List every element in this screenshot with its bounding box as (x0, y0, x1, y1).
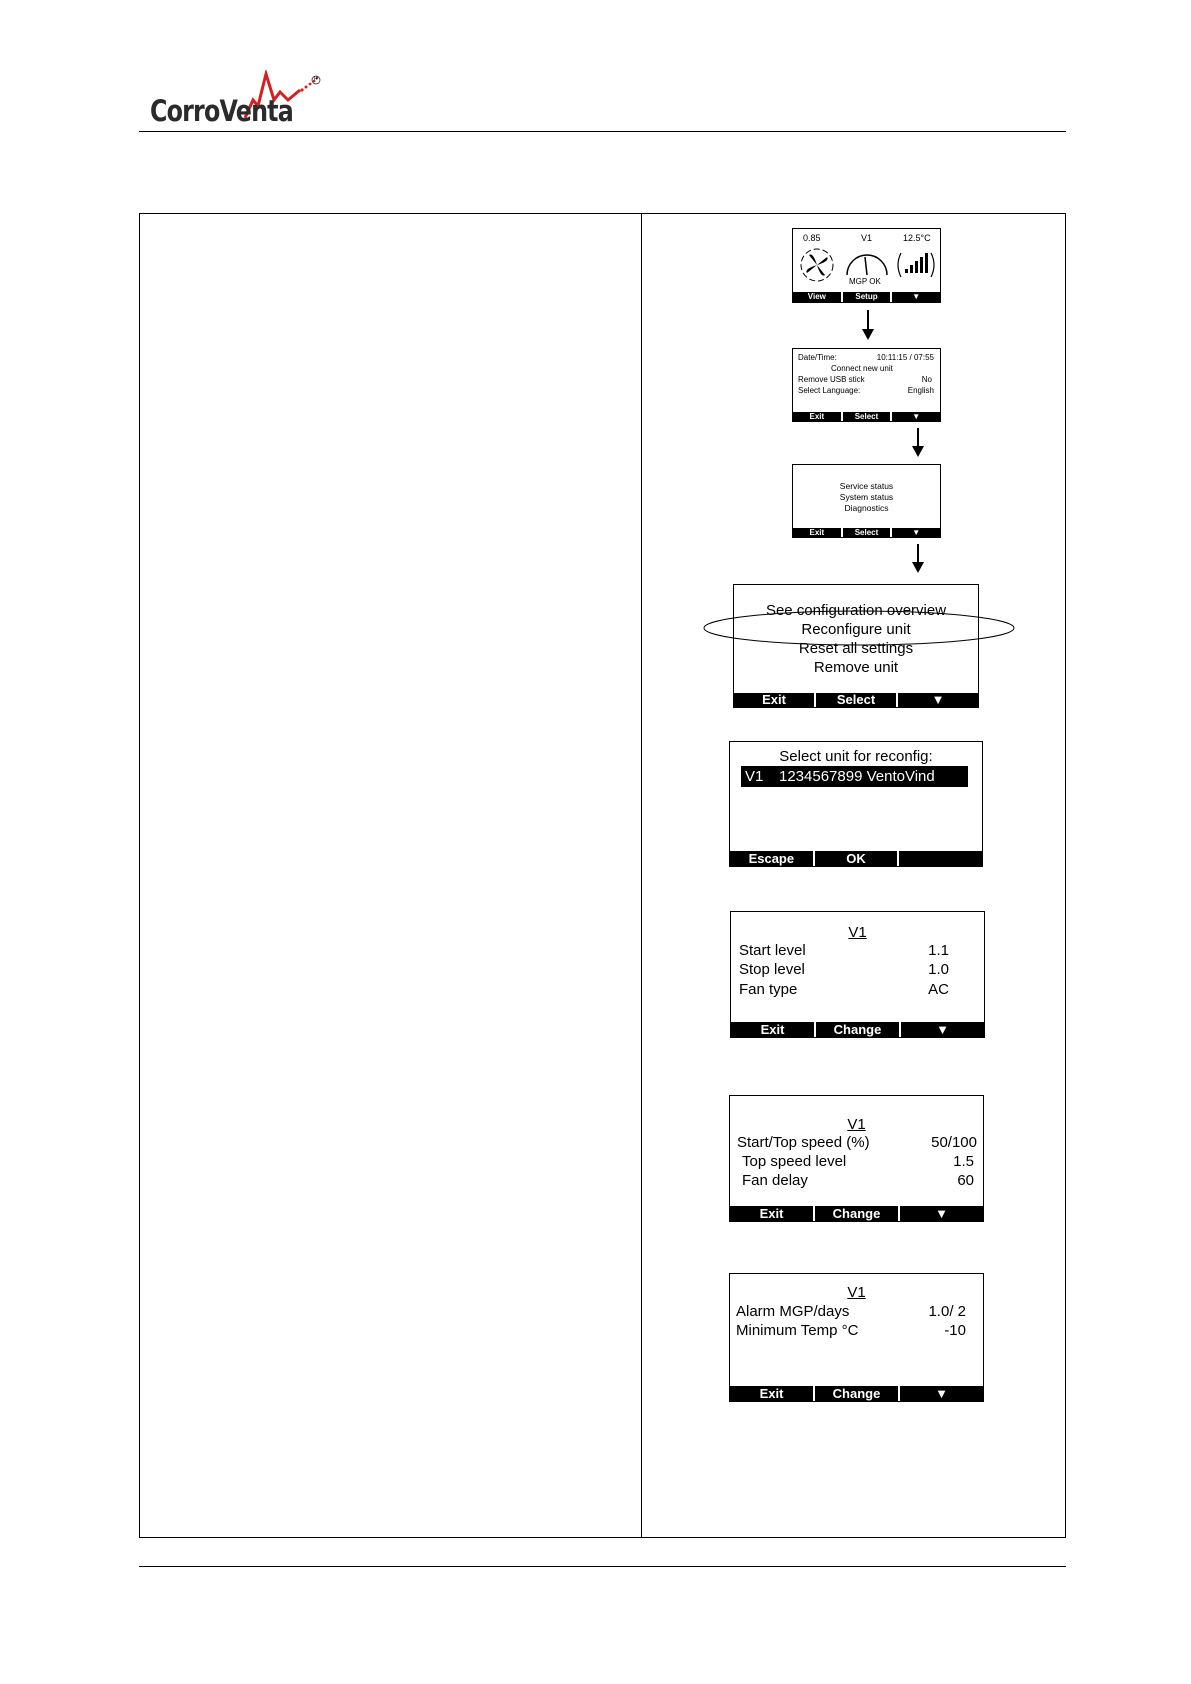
gauge-icon (843, 247, 891, 277)
unit-id: V1 (745, 768, 764, 785)
menu-item[interactable]: Reset all settings (798, 640, 914, 657)
softkey-setup[interactable]: Setup (841, 292, 891, 302)
softkey-ok[interactable]: OK (813, 851, 898, 866)
screen-main-status (792, 228, 941, 303)
row-label: Connect new unit (831, 364, 893, 373)
softkey-down[interactable]: ▼ (898, 1386, 983, 1401)
footer-rule (139, 1566, 1066, 1567)
softkey-select[interactable]: Select (814, 693, 896, 707)
fan-icon (799, 247, 835, 283)
softkey-exit[interactable]: Exit (760, 1022, 785, 1037)
menu-item[interactable]: Remove unit (813, 659, 899, 676)
softkey-select[interactable]: Select (841, 412, 891, 421)
softkey-bar (730, 851, 982, 866)
softkey-down[interactable]: ▼ (898, 1206, 983, 1221)
softkey-down[interactable]: ▼ (890, 528, 940, 537)
softkey-exit[interactable]: Exit (762, 693, 786, 707)
row-value: English (907, 386, 934, 395)
menu-item-selected[interactable]: Reconfigure unit (801, 621, 911, 638)
softkey-exit[interactable]: Exit (809, 528, 825, 537)
softkey-exit[interactable]: Exit (759, 1386, 784, 1401)
softkey-view[interactable]: View (807, 292, 826, 301)
row-value: 1.1 (928, 942, 949, 959)
row-label: Select Language: (798, 386, 861, 395)
softkey-exit[interactable]: Exit (759, 1206, 784, 1221)
row-label: Top speed level (742, 1153, 847, 1170)
softkey-bar (731, 1022, 984, 1037)
softkey-down[interactable]: ▼ (896, 693, 978, 707)
row-value: AC (928, 981, 949, 998)
row-label: Minimum Temp °C (736, 1322, 859, 1339)
softkey-exit[interactable]: Exit (809, 412, 825, 421)
screen-title: V1 (847, 1116, 866, 1133)
softkey-change[interactable]: Change (813, 1206, 898, 1221)
row-label: Alarm MGP/days (736, 1303, 850, 1320)
menu-item[interactable]: Service status (839, 481, 894, 491)
row-value: 60 (957, 1172, 974, 1189)
temperature-value: 12.5°C (903, 233, 931, 243)
row-value: 1.5 (953, 1153, 974, 1170)
softkey-bar (793, 292, 940, 302)
unit-serial-name: 1234567899 VentoVind (779, 768, 935, 785)
signal-level-icon (895, 249, 937, 281)
softkey-change[interactable]: Change (814, 1022, 899, 1037)
softkey-down[interactable]: ▼ (890, 412, 940, 421)
row-label: Date/Time: (798, 353, 837, 362)
gauge-label: MGP OK (849, 277, 881, 286)
logo-text: CorroVenta (150, 94, 293, 128)
row-label: Remove USB stick (798, 375, 865, 384)
screen-title: V1 (848, 924, 867, 941)
row-value: 10:11:15 / 07:55 (876, 353, 934, 362)
flow-arrow-1 (867, 310, 869, 338)
row-value: 1.0/ 2 (928, 1303, 966, 1320)
corroventa-logo (150, 70, 325, 130)
screen-status-menu (792, 464, 941, 538)
row-label: Start level (739, 942, 806, 959)
row-value: 1.0 (928, 961, 949, 978)
screen-title: Select unit for reconfig: (779, 748, 933, 765)
row-value: 50/100 (931, 1134, 977, 1151)
row-value: No (921, 375, 932, 384)
softkey-empty[interactable] (897, 851, 982, 866)
screen-v1-settings-2 (729, 1095, 984, 1222)
flow-arrow-2 (917, 428, 919, 455)
softkey-bar (793, 528, 940, 537)
sensor-value: 0.85 (803, 233, 821, 243)
unit-label: V1 (861, 233, 873, 243)
screen-setup-menu (792, 348, 941, 422)
softkey-bar (730, 1386, 983, 1401)
softkey-bar (730, 1206, 983, 1221)
screen-select-unit (729, 741, 983, 867)
screen-v1-settings-1 (730, 911, 985, 1038)
softkey-escape[interactable]: Escape (748, 851, 795, 866)
menu-item[interactable]: System status (839, 492, 894, 502)
screen-v1-settings-3 (729, 1273, 984, 1402)
softkey-down[interactable]: ▼ (890, 292, 940, 302)
row-label: Start/Top speed (%) (737, 1134, 870, 1151)
menu-item[interactable]: See configuration overview (765, 602, 947, 619)
screen-title: V1 (847, 1284, 866, 1301)
table-divider (641, 213, 642, 1538)
softkey-bar (734, 693, 978, 707)
header-rule (139, 131, 1066, 132)
row-label: Fan delay (742, 1172, 808, 1189)
softkey-change[interactable]: Change (813, 1386, 898, 1401)
highlight-ellipse (700, 608, 1018, 648)
flow-arrow-3 (917, 544, 919, 571)
selected-unit-row[interactable] (741, 766, 968, 787)
softkey-bar (793, 412, 940, 421)
row-value: -10 (944, 1322, 966, 1339)
row-label: Fan type (739, 981, 798, 998)
registered-mark: R (314, 76, 318, 82)
softkey-down[interactable]: ▼ (899, 1022, 984, 1037)
softkey-select[interactable]: Select (841, 528, 891, 537)
menu-item[interactable]: Diagnostics (844, 503, 889, 513)
row-label: Stop level (739, 961, 805, 978)
